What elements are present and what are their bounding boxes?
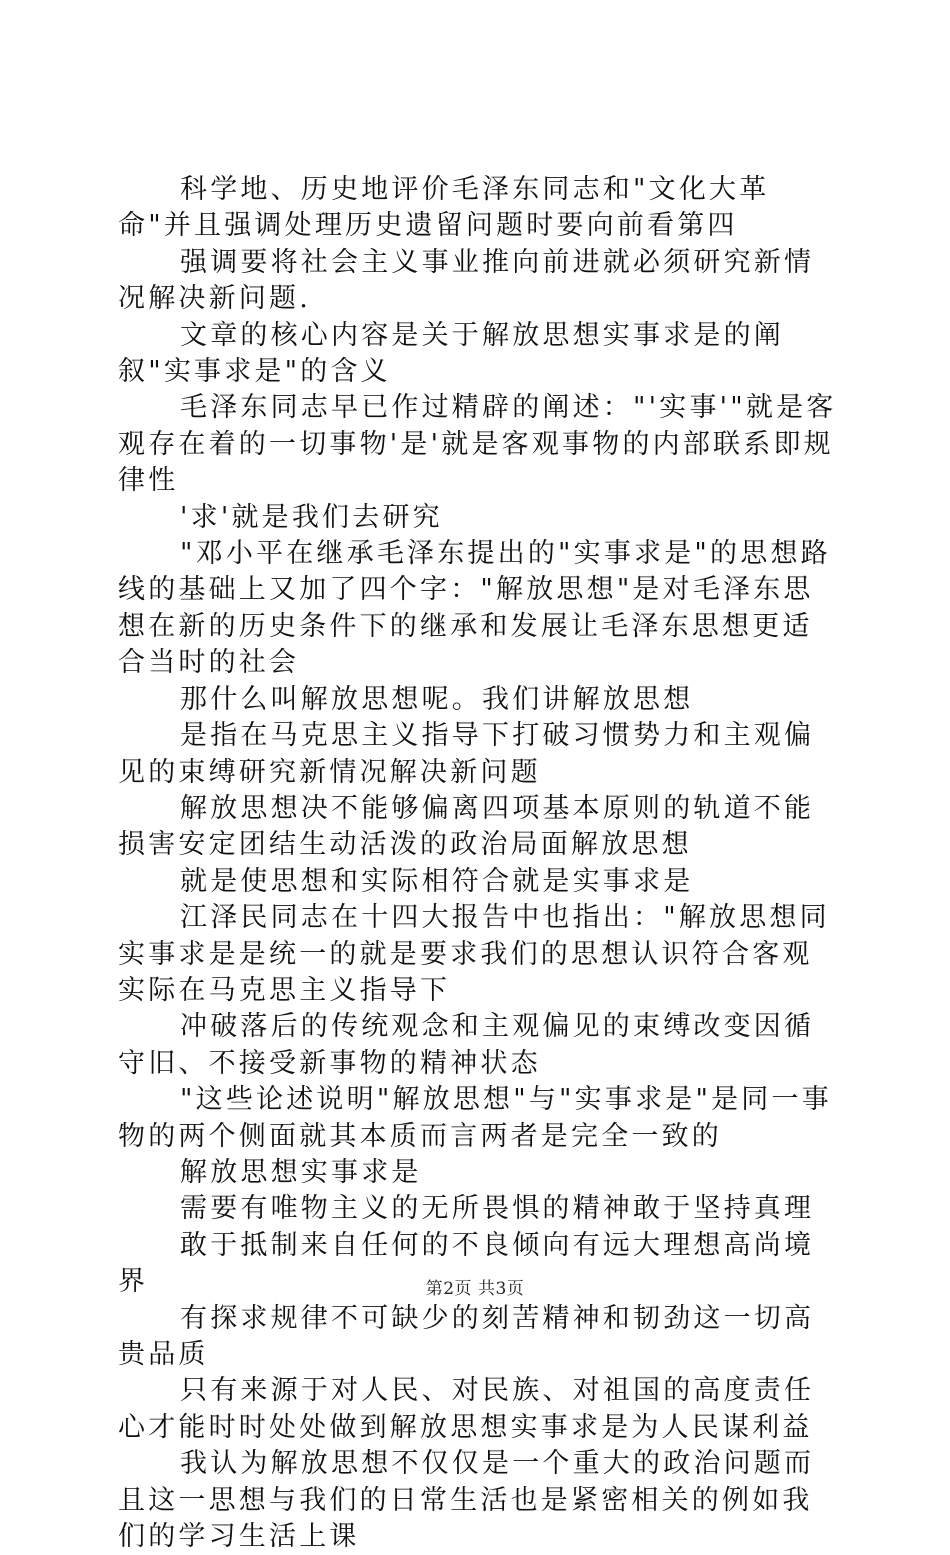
paragraph: 科学地、历史地评价毛泽东同志和"文化大革命"并且强调处理历史遗留问题时要向前看第四	[118, 174, 770, 242]
paragraph: 那什么叫解放思想呢。我们讲解放思想	[180, 683, 694, 715]
paragraph: 冲破落后的传统观念和主观偏见的束缚改变因循守旧、不接受新事物的精神状态	[118, 1011, 815, 1079]
paragraph: 需要有唯物主义的无所畏惧的精神敢于坚持真理	[180, 1193, 815, 1225]
page-number-label: 第2页 共3页	[425, 1279, 525, 1299]
page-footer	[0, 1274, 950, 1299]
document-body	[118, 172, 838, 1555]
paragraph: 我认为解放思想不仅仅是一个重大的政治问题而且这一思想与我们的日常生活也是紧密相关的例如我们的学习生活上课	[118, 1448, 815, 1553]
paragraph: '求'就是我们去研究	[180, 501, 443, 533]
paragraph: 就是使思想和实际相符合就是实事求是	[180, 865, 694, 897]
paragraph: 敢于抵制来自任何的不良倾向有远大理想高尚境界	[118, 1229, 815, 1298]
paragraph: 文章的核心内容是关于解放思想实事求是的阐叙"实事求是"的含义	[118, 319, 784, 388]
paragraph: 强调要将社会主义事业推向前进就必须研究新情况解决新问题.	[118, 246, 815, 315]
paragraph: 解放思想实事求是	[180, 1156, 422, 1188]
paragraph: "这些论述说明"解放思想"与"实事求是"是同一事物的两个侧面就其本质而言两者是完全一致的	[118, 1084, 832, 1152]
paragraph: 是指在马克思主义指导下打破习惯势力和主观偏见的束缚研究新情况解决新问题	[118, 720, 815, 788]
paragraph: "邓小平在继承毛泽东提出的"实事求是"的思想路线的基础上又加了四个字："解放思想"是对毛泽东思想在新的历史条件下的继承和发展让毛泽东思想更适合当时的社会	[118, 538, 831, 679]
paragraph: 只有来源于对人民、对民族、对祖国的高度责任心才能时时处处做到解放思想实事求是为人民谋利益	[118, 1375, 815, 1443]
paragraph: 有探求规律不可缺少的刻苦精神和韧劲这一切高贵品质	[118, 1302, 815, 1370]
paragraph: 解放思想决不能够偏离四项基本原则的轨道不能损害安定团结生动活泼的政治局面解放思想	[118, 792, 815, 861]
paragraph: 江泽民同志在十四大报告中也指出："解放思想同实事求是是统一的就是要求我们的思想认识符合客观实际在马克思主义指导下	[118, 902, 830, 1006]
paragraph: 毛泽东同志早已作过精辟的阐述："'实事'"就是客观存在着的一切事物'是'就是客观事物的内部联系即规律性	[118, 392, 837, 497]
